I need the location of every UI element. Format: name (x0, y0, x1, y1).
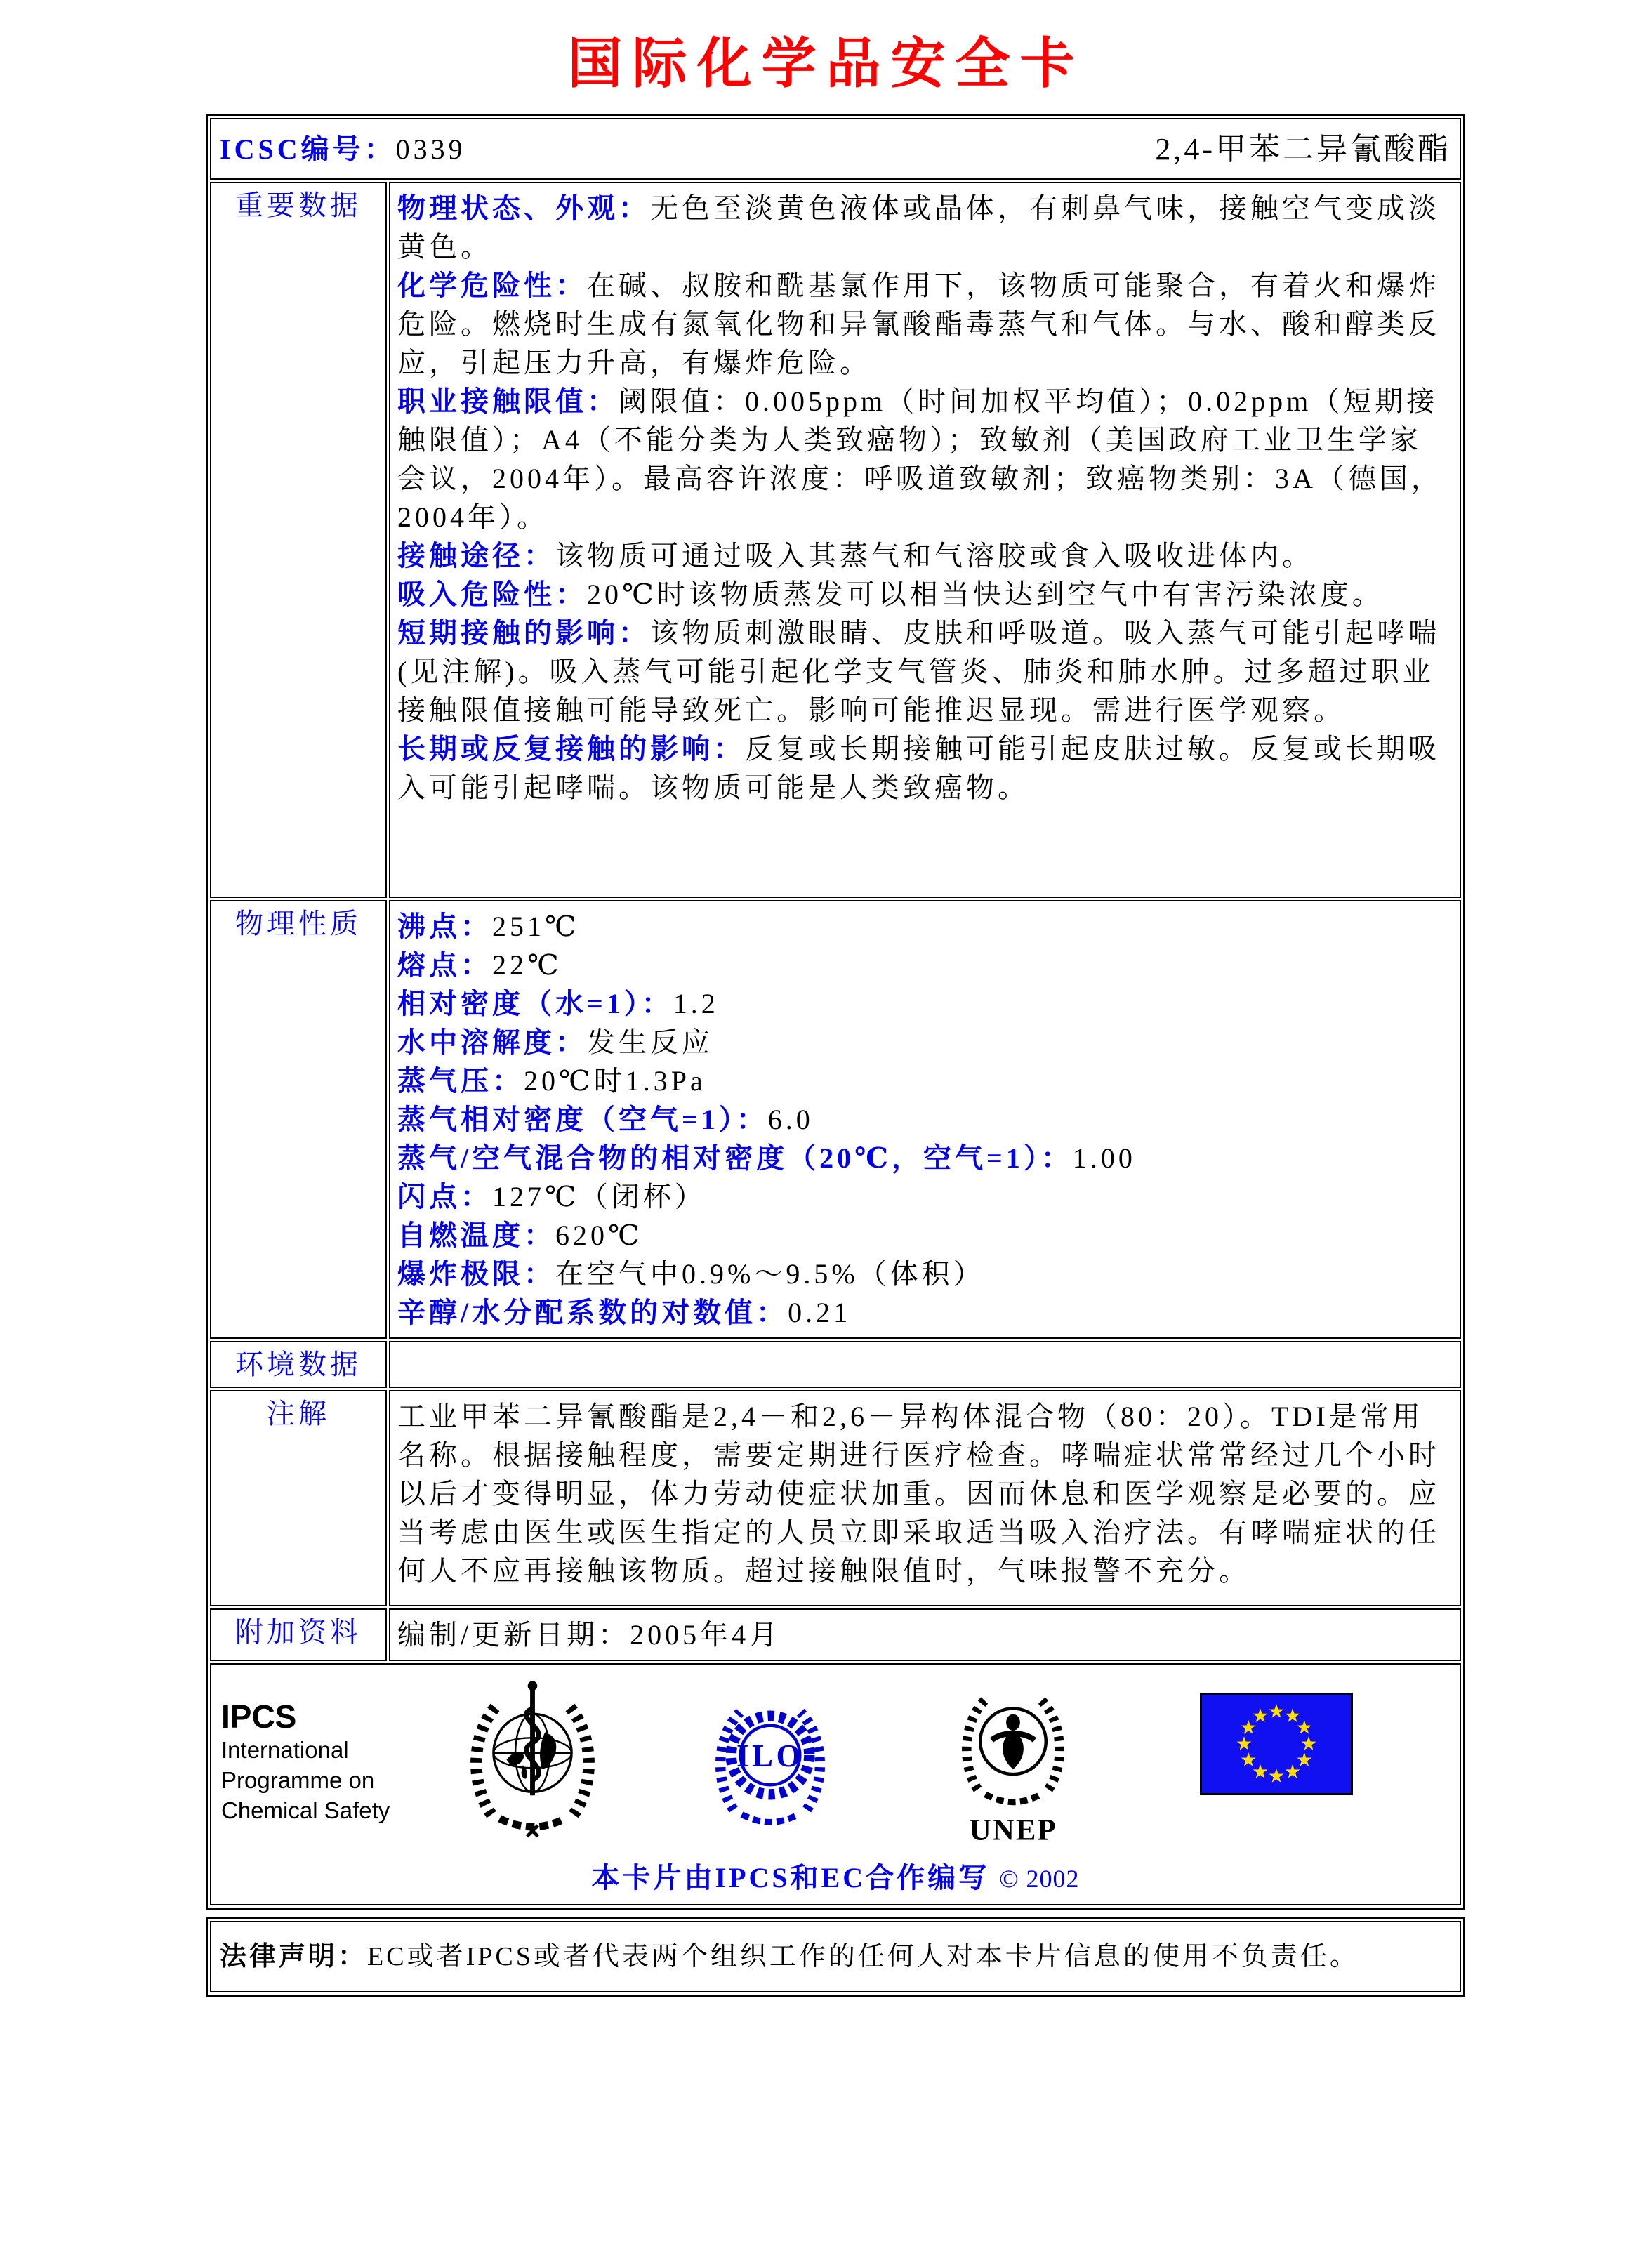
line-label: 接触途径： (397, 540, 555, 571)
line-label: 蒸气/空气混合物的相对密度（20℃，空气=1）： (397, 1142, 1073, 1174)
caption-text: 本卡片由IPCS和EC合作编写 (591, 1862, 990, 1893)
data-line (397, 575, 1451, 614)
section-content-important-data (389, 182, 1461, 898)
line-label: 蒸气压： (397, 1065, 524, 1097)
line-text: 阈限值：0.005ppm（时间加权平均值）；0.02ppm（短期接触限值）；A4（不能分类为人类致癌物）；致敏剂（美国政府工业卫生学家会议，2004年）。最高容许浓度：呼吸道致敏剂；致癌物类别：3A（德国，2004年）。 (397, 385, 1443, 533)
ilo-logo-icon (707, 1684, 833, 1839)
data-line (397, 1139, 1451, 1177)
data-line (397, 984, 1451, 1023)
section-label-additional-information: 附加资料 (210, 1608, 387, 1661)
section-label-environmental-data: 环境数据 (210, 1341, 387, 1388)
line-text: 6.0 (767, 1104, 814, 1135)
line-label: 爆炸极限： (397, 1258, 555, 1290)
line-text: 20℃时1.3Pa (524, 1065, 706, 1097)
line-label: 闪点： (397, 1181, 492, 1212)
section-label-important-data: 重要数据 (210, 182, 387, 898)
line-label: 物理状态、外观： (397, 192, 650, 224)
line-label: 短期接触的影响： (397, 617, 650, 649)
ipcs-block (221, 1698, 390, 1825)
logos-row (210, 1663, 1461, 1905)
line-text: 该物质刺激眼睛、皮肤和呼吸道。吸入蒸气可能引起哮喘(见注解)。吸入蒸气可能引起化学支气管炎、肺炎和肺水肿。过多超过职业接触限值接触可能导致死亡。影响可能推迟显现。需进行医学观察。 (397, 617, 1440, 726)
icsc-number-value: 0339 (395, 133, 466, 165)
icsc-number (220, 130, 466, 168)
ipcs-ec-caption (211, 1858, 1460, 1898)
line-text: 20℃时该物质蒸发可以相当快达到空气中有害污染浓度。 (587, 579, 1384, 610)
line-text: 在碱、叔胺和酰基氯作用下，该物质可能聚合，有着火和爆炸危险。燃烧时生成有氮氧化物和异氰酸酯毒蒸气和气体。与水、酸和醇类反应，引起压力升高，有爆炸危险。 (397, 270, 1440, 378)
line-label: 相对密度（水=1）： (397, 988, 673, 1019)
ipcs-subtitle-line-3: Chemical Safety (221, 1797, 390, 1823)
line-text: 1.00 (1072, 1142, 1136, 1174)
data-line (397, 382, 1451, 536)
data-line (397, 1100, 1451, 1139)
row-logos (210, 1663, 1461, 1905)
row-notes (210, 1390, 1461, 1606)
data-line (397, 266, 1451, 382)
line-label: 熔点： (397, 949, 492, 981)
legal-label: 法律声明： (220, 1942, 368, 1971)
section-label-notes: 注解 (210, 1390, 387, 1606)
line-label: 职业接触限值： (397, 385, 619, 417)
ilo-text: ILO (736, 1738, 805, 1774)
line-text: 127℃（闭杯） (492, 1181, 706, 1212)
page-title: 国际化学品安全卡 (567, 33, 1085, 94)
data-line (397, 1062, 1451, 1100)
icsc-number-row (210, 118, 1461, 180)
line-text: 22℃ (492, 949, 562, 981)
row-physical-properties (210, 900, 1461, 1339)
line-label: 化学危险性： (397, 270, 587, 301)
legal-notice (206, 1917, 1465, 1997)
line-label: 辛醇/水分配系数的对数值： (397, 1297, 788, 1328)
section-content-additional-information: 编制/更新日期：2005年4月 (389, 1608, 1461, 1661)
row-additional-information (210, 1608, 1461, 1661)
data-line (397, 536, 1451, 575)
row-environmental-data (210, 1341, 1461, 1388)
section-content-environmental-data (389, 1341, 1461, 1388)
data-line (397, 1293, 1451, 1332)
unep-text: UNEP (969, 1813, 1057, 1847)
line-label: 水中溶解度： (397, 1026, 587, 1058)
data-line (397, 1255, 1451, 1293)
ipcs-subtitle-line-2: Programme on (221, 1767, 375, 1793)
data-line (397, 729, 1451, 807)
data-line (397, 1216, 1451, 1255)
who-logo-icon (464, 1677, 601, 1842)
line-text: 在空气中0.9%～9.5%（体积） (555, 1258, 985, 1290)
row-important-data (210, 182, 1461, 898)
line-text: 1.2 (673, 988, 719, 1019)
data-line (397, 907, 1451, 946)
copyright-year: © 2002 (999, 1865, 1080, 1893)
line-text: 无色至淡黄色液体或晶体，有刺鼻气味，接触空气变成淡黄色。 (397, 192, 1440, 263)
line-label: 蒸气相对密度（空气=1）： (397, 1104, 768, 1135)
data-line (397, 189, 1451, 266)
line-text: 620℃ (555, 1219, 643, 1251)
section-label-physical-properties: 物理性质 (210, 900, 387, 1339)
line-label: 自燃温度： (397, 1219, 555, 1251)
ipcs-acronym: IPCS (221, 1698, 297, 1735)
ipcs-subtitle-line-1: International (221, 1737, 349, 1763)
line-text: 该物质可通过吸入其蒸气和气溶胶或食入吸收进体内。 (555, 540, 1314, 571)
section-content-notes: 工业甲苯二异氰酸酯是2,4－和2,6－异构体混合物（80：20）。TDI是常用名称。根据接触程度，需要定期进行医疗检查。哮喘症状常常经过几个小时以后才变得明显，体力劳动使症状加重。因而休息和医学观察是必要的。应当考虑由医生或医生指定的人员立即采取适当吸入治疗法。有哮喘症状的任何人不应再接触该物质。超过接触限值时，气味报警不充分。 (389, 1390, 1461, 1606)
chemical-name: 2,4-甲苯二异氰酸酯 (1155, 131, 1451, 166)
data-line (397, 1023, 1451, 1062)
line-label: 长期或反复接触的影响： (397, 733, 745, 765)
icsc-card-table (206, 114, 1465, 1910)
data-line (397, 614, 1451, 729)
legal-text: EC或者IPCS或者代表两个组织工作的任何人对本卡片信息的使用不负责任。 (367, 1942, 1359, 1971)
line-label: 沸点： (397, 911, 492, 942)
line-text: 251℃ (492, 911, 580, 942)
unep-logo-icon (950, 1674, 1076, 1850)
line-label: 吸入危险性： (397, 579, 587, 610)
line-text: 0.21 (788, 1297, 852, 1328)
line-text: 发生反应 (587, 1026, 713, 1058)
data-line (397, 946, 1451, 984)
data-line (397, 1177, 1451, 1216)
line-text: 反复或长期接触可能引起皮肤过敏。反复或长期吸入可能引起哮喘。该物质可能是人类致癌物。 (397, 733, 1440, 803)
icsc-number-label: ICSC编号： (220, 133, 396, 165)
eu-flag-icon (1200, 1693, 1353, 1795)
section-content-physical-properties (389, 900, 1461, 1339)
